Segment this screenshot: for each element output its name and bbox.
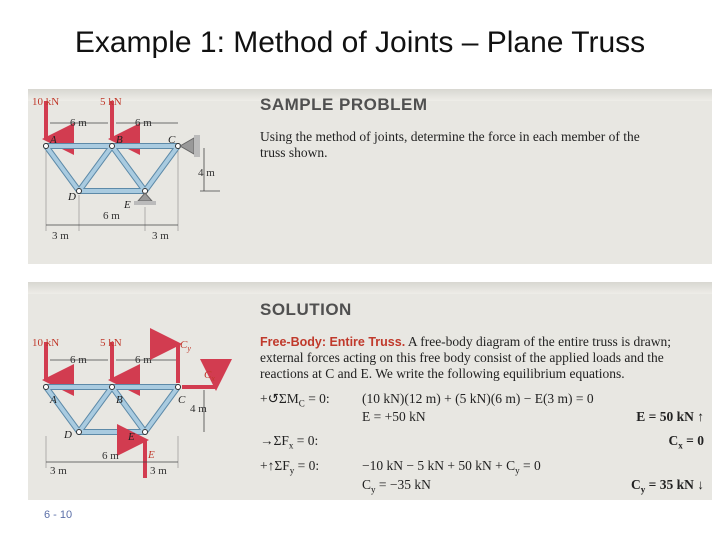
dim-mid: 6 m: [103, 210, 120, 222]
dim-ab: 6 m: [70, 117, 87, 129]
free-body-paragraph: [260, 334, 708, 382]
dim-ab: 6 m: [70, 354, 87, 366]
node-d: D: [64, 429, 72, 441]
eq3-answer: $C_y = 35$ kN ↓: [631, 477, 704, 495]
load-label-b: 5 kN: [100, 96, 122, 108]
dim-left: 3 m: [52, 230, 69, 242]
sample-truss-figure: [28, 93, 228, 258]
reaction-cy-label: $C_y$: [180, 339, 191, 353]
node-d: D: [68, 191, 76, 203]
eq3-result: $C_y = -35$ kN: [362, 477, 431, 495]
solution-heading: SOLUTION: [260, 300, 352, 319]
fb-line-1: [260, 334, 708, 350]
load-label-a: 10 kN: [32, 96, 60, 108]
dim-right: 3 m: [152, 230, 169, 242]
solution-truss-figure: [28, 328, 238, 528]
node-c: C: [168, 134, 176, 146]
fb-line-2: external forces acting on this free body consist of the applied loads and the: [260, 350, 664, 365]
load-label-a: 10 kN: [32, 337, 60, 349]
truss-members: [46, 387, 178, 432]
sample-text-line-1: Using the method of joints, determine the force in each member of the: [260, 129, 640, 144]
eq1-answer: E = 50 kN ↑: [636, 409, 704, 424]
dim-mid: 6 m: [102, 450, 119, 462]
eq1-label: $+↺\Sigma M_C = 0$:: [260, 391, 330, 409]
node-a: A: [50, 134, 57, 146]
dim-bc: 6 m: [135, 354, 152, 366]
slide-title: Example 1: Method of Joints – Plane Truss: [74, 26, 646, 59]
dim-height: 4 m: [190, 403, 207, 415]
node-e: E: [128, 431, 135, 443]
eq1-result: E = +50 kN: [362, 409, 426, 424]
panel-band: [28, 282, 712, 294]
node-c: C: [178, 394, 186, 406]
eq3-expression: −10 kN − 5 kN + 50 kN + $C_y = 0$: [362, 458, 541, 476]
node-b: B: [116, 394, 123, 406]
fb-line-1-text: A free-body diagram of the entire truss is drawn;: [407, 334, 671, 349]
dim-right: 3 m: [150, 465, 167, 477]
sample-text-line-2: truss shown.: [260, 145, 328, 160]
eq3-label: $+↑\Sigma F_y = 0$:: [260, 458, 320, 476]
node-e: E: [124, 199, 131, 211]
node-a: A: [50, 394, 57, 406]
pin-support-c: [180, 138, 194, 154]
node-b: B: [116, 134, 123, 146]
reaction-e-label: E: [148, 449, 155, 461]
sample-problem-heading: SAMPLE PROBLEM: [260, 95, 428, 114]
eq1-expression: (10 kN)(12 m) + (5 kN)(6 m) − E(3 m) = 0: [362, 391, 594, 406]
truss-members: [46, 146, 178, 191]
load-label-b: 5 kN: [100, 337, 122, 349]
dim-height: 4 m: [198, 167, 215, 179]
sample-problem-text: [260, 129, 640, 161]
dim-bc: 6 m: [135, 117, 152, 129]
roller-support-e: [138, 193, 152, 201]
eq2-answer: $C_x = 0$: [668, 433, 704, 451]
eq2-label: $\to\Sigma F_x = 0$:: [260, 433, 319, 451]
solution-panel: [28, 282, 712, 500]
dim-left: 3 m: [50, 465, 67, 477]
reaction-cx-label: $C_x$: [204, 369, 215, 383]
sample-problem-panel: [28, 89, 712, 264]
fb-title: Free-Body: Entire Truss.: [260, 335, 406, 349]
page-number: 6 - 10: [44, 509, 73, 521]
fb-line-3: reactions at C and E. We write the following equilibrium equations.: [260, 366, 625, 381]
